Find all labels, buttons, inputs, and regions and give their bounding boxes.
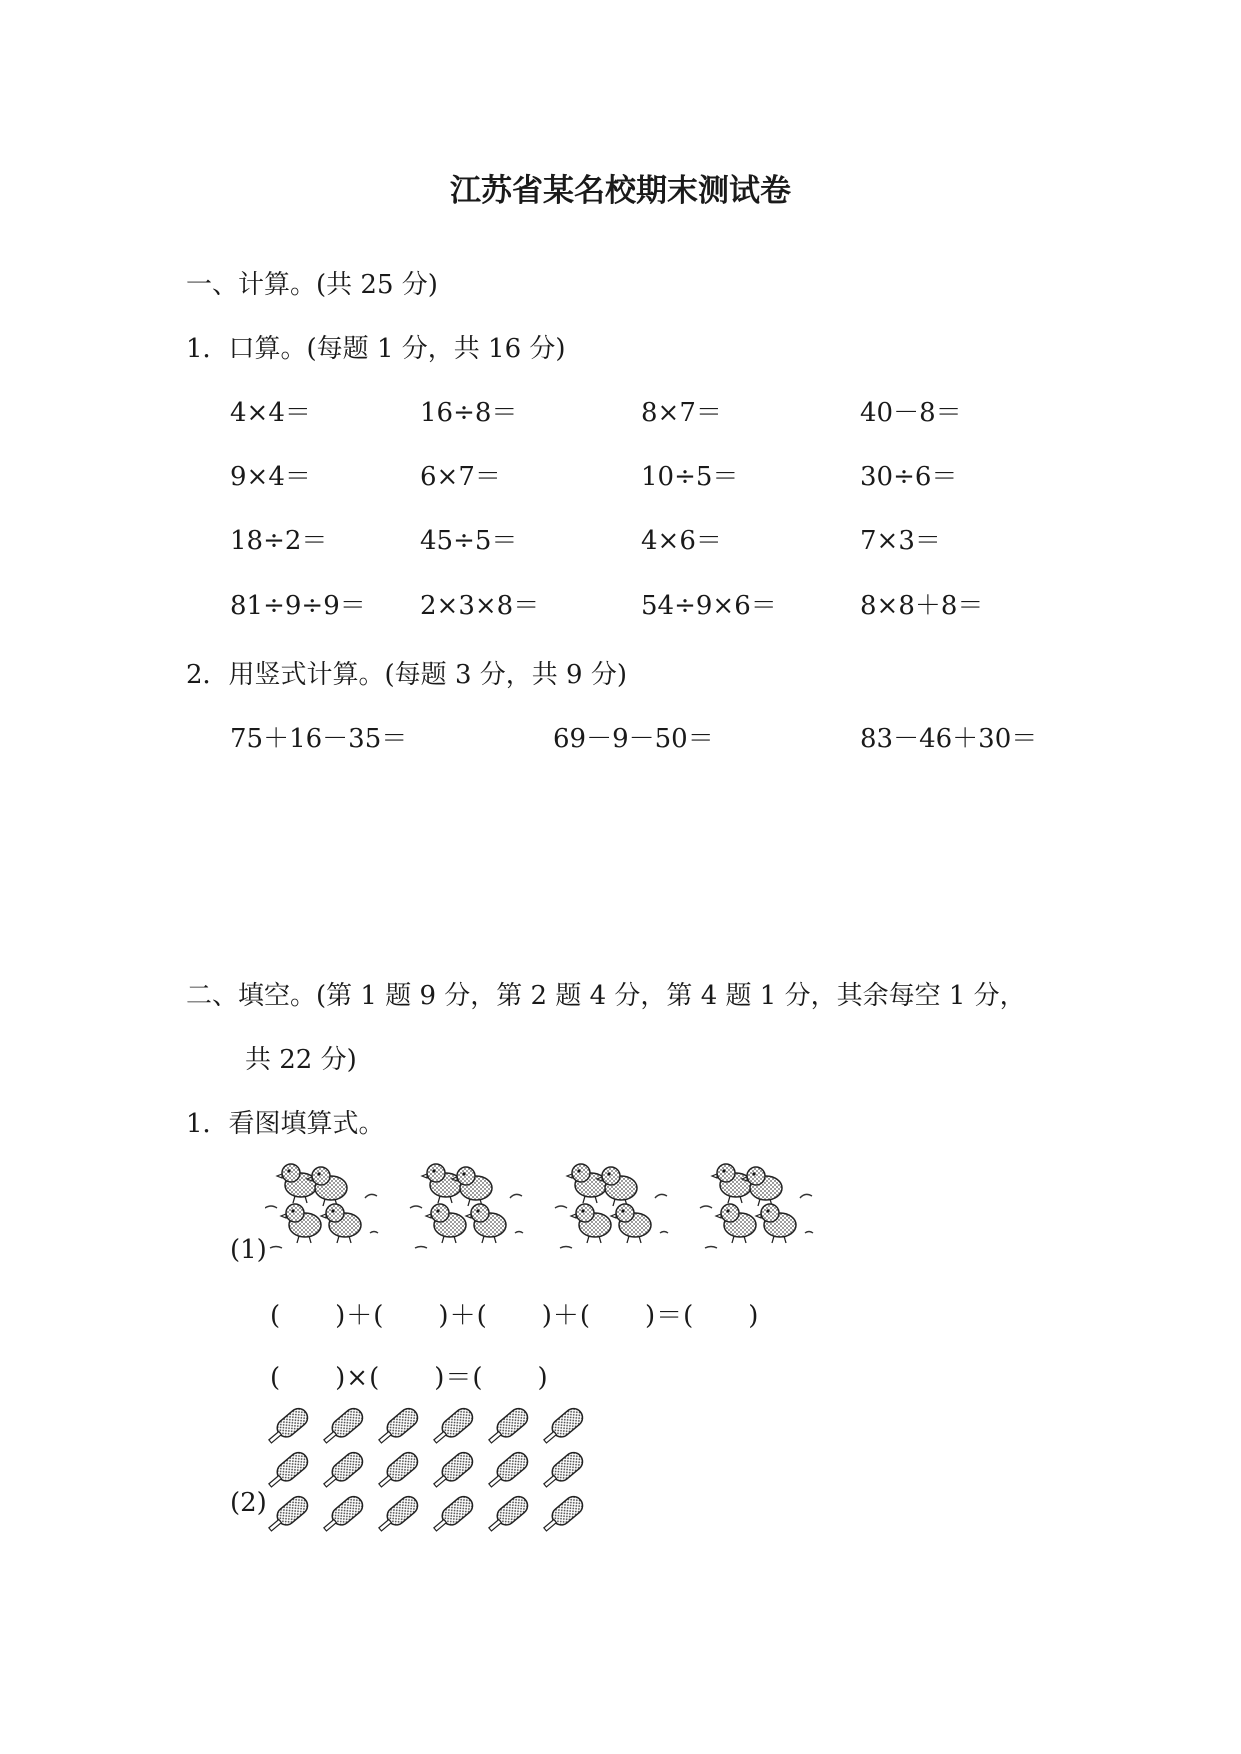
part2-label: (2) — [230, 1488, 267, 1518]
chick-icon — [716, 1204, 756, 1243]
chick-icon — [567, 1164, 607, 1203]
chick-group — [700, 1164, 813, 1248]
mental-math-item: 4×6＝ — [641, 526, 722, 556]
chick-icon — [756, 1204, 796, 1243]
q2-heading: 2．用竖式计算。(每题 3 分，共 9 分) — [186, 660, 627, 690]
popsicles-picture — [260, 1405, 600, 1555]
grass-mark — [410, 1194, 523, 1248]
popsicle-icon — [484, 1449, 531, 1492]
popsicle-icon — [264, 1449, 311, 1492]
vertical-calc-item: 83－46＋30＝ — [860, 724, 1038, 754]
addition-equation: ( )＋( )＋( )＋( )＝( ) — [270, 1301, 760, 1331]
popsicle-icon — [264, 1493, 311, 1536]
chick-icon — [611, 1204, 651, 1243]
page-title: 江苏省某名校期末测试卷 — [450, 173, 791, 209]
popsicle-icon — [429, 1449, 476, 1492]
grass-mark — [265, 1194, 378, 1248]
chick-icon — [321, 1204, 361, 1243]
grass-mark — [555, 1194, 668, 1248]
grass-mark — [700, 1194, 813, 1248]
vertical-calc-item: 75＋16－35＝ — [230, 724, 408, 754]
section2-heading-line2: 共 22 分) — [245, 1045, 357, 1075]
s2-q1-heading: 1．看图填算式。 — [186, 1109, 385, 1139]
chick-icon — [277, 1164, 317, 1203]
chick-group — [555, 1164, 668, 1248]
vertical-calc-item: 69－9－50＝ — [553, 724, 714, 754]
popsicle-icon — [484, 1405, 531, 1448]
mental-math-item: 45÷5＝ — [420, 526, 518, 556]
chicks-picture — [265, 1158, 835, 1258]
popsicle-icon — [374, 1493, 421, 1536]
mental-math-item: 16÷8＝ — [420, 398, 518, 428]
mental-math-item: 2×3×8＝ — [420, 591, 540, 621]
mental-math-item: 30÷6＝ — [860, 462, 958, 492]
popsicle-icon — [539, 1493, 586, 1536]
popsicle-icon — [484, 1493, 531, 1536]
mental-math-item: 54÷9×6＝ — [641, 591, 777, 621]
section1-heading: 一、计算。(共 25 分) — [186, 270, 438, 300]
q1-heading: 1．口算。(每题 1 分，共 16 分) — [186, 334, 566, 364]
popsicle-icon — [539, 1405, 586, 1448]
popsicle-icon — [374, 1449, 421, 1492]
chick-icon — [466, 1204, 506, 1243]
mental-math-item: 8×7＝ — [641, 398, 722, 428]
mental-math-item: 18÷2＝ — [230, 526, 328, 556]
part1-label: (1) — [230, 1235, 267, 1265]
mental-math-item: 10÷5＝ — [641, 462, 739, 492]
mental-math-item: 4×4＝ — [230, 398, 311, 428]
section2-heading-line1: 二、填空。(第 1 题 9 分，第 2 题 4 分，第 4 题 1 分，其余每空 1 分， — [186, 981, 1026, 1011]
mental-math-item: 81÷9÷9＝ — [230, 591, 366, 621]
chick-icon — [571, 1204, 611, 1243]
popsicle-icon — [429, 1405, 476, 1448]
mental-math-item: 8×8＋8＝ — [860, 591, 984, 621]
mental-math-item: 9×4＝ — [230, 462, 311, 492]
chick-icon — [422, 1164, 462, 1203]
mental-math-item: 7×3＝ — [860, 526, 941, 556]
popsicle-icon — [429, 1493, 476, 1536]
chick-group — [265, 1164, 378, 1248]
chick-group — [410, 1164, 523, 1248]
mental-math-item: 40－8＝ — [860, 398, 962, 428]
popsicle-icon — [374, 1405, 421, 1448]
multiplication-equation: ( )×( )＝( ) — [270, 1363, 549, 1393]
chick-icon — [712, 1164, 752, 1203]
mental-math-item: 6×7＝ — [420, 462, 501, 492]
chick-icon — [281, 1204, 321, 1243]
chick-icon — [426, 1204, 466, 1243]
popsicle-icon — [264, 1405, 311, 1448]
popsicle-icon — [319, 1405, 366, 1448]
popsicle-icon — [319, 1449, 366, 1492]
popsicle-icon — [319, 1493, 366, 1536]
popsicle-icon — [539, 1449, 586, 1492]
